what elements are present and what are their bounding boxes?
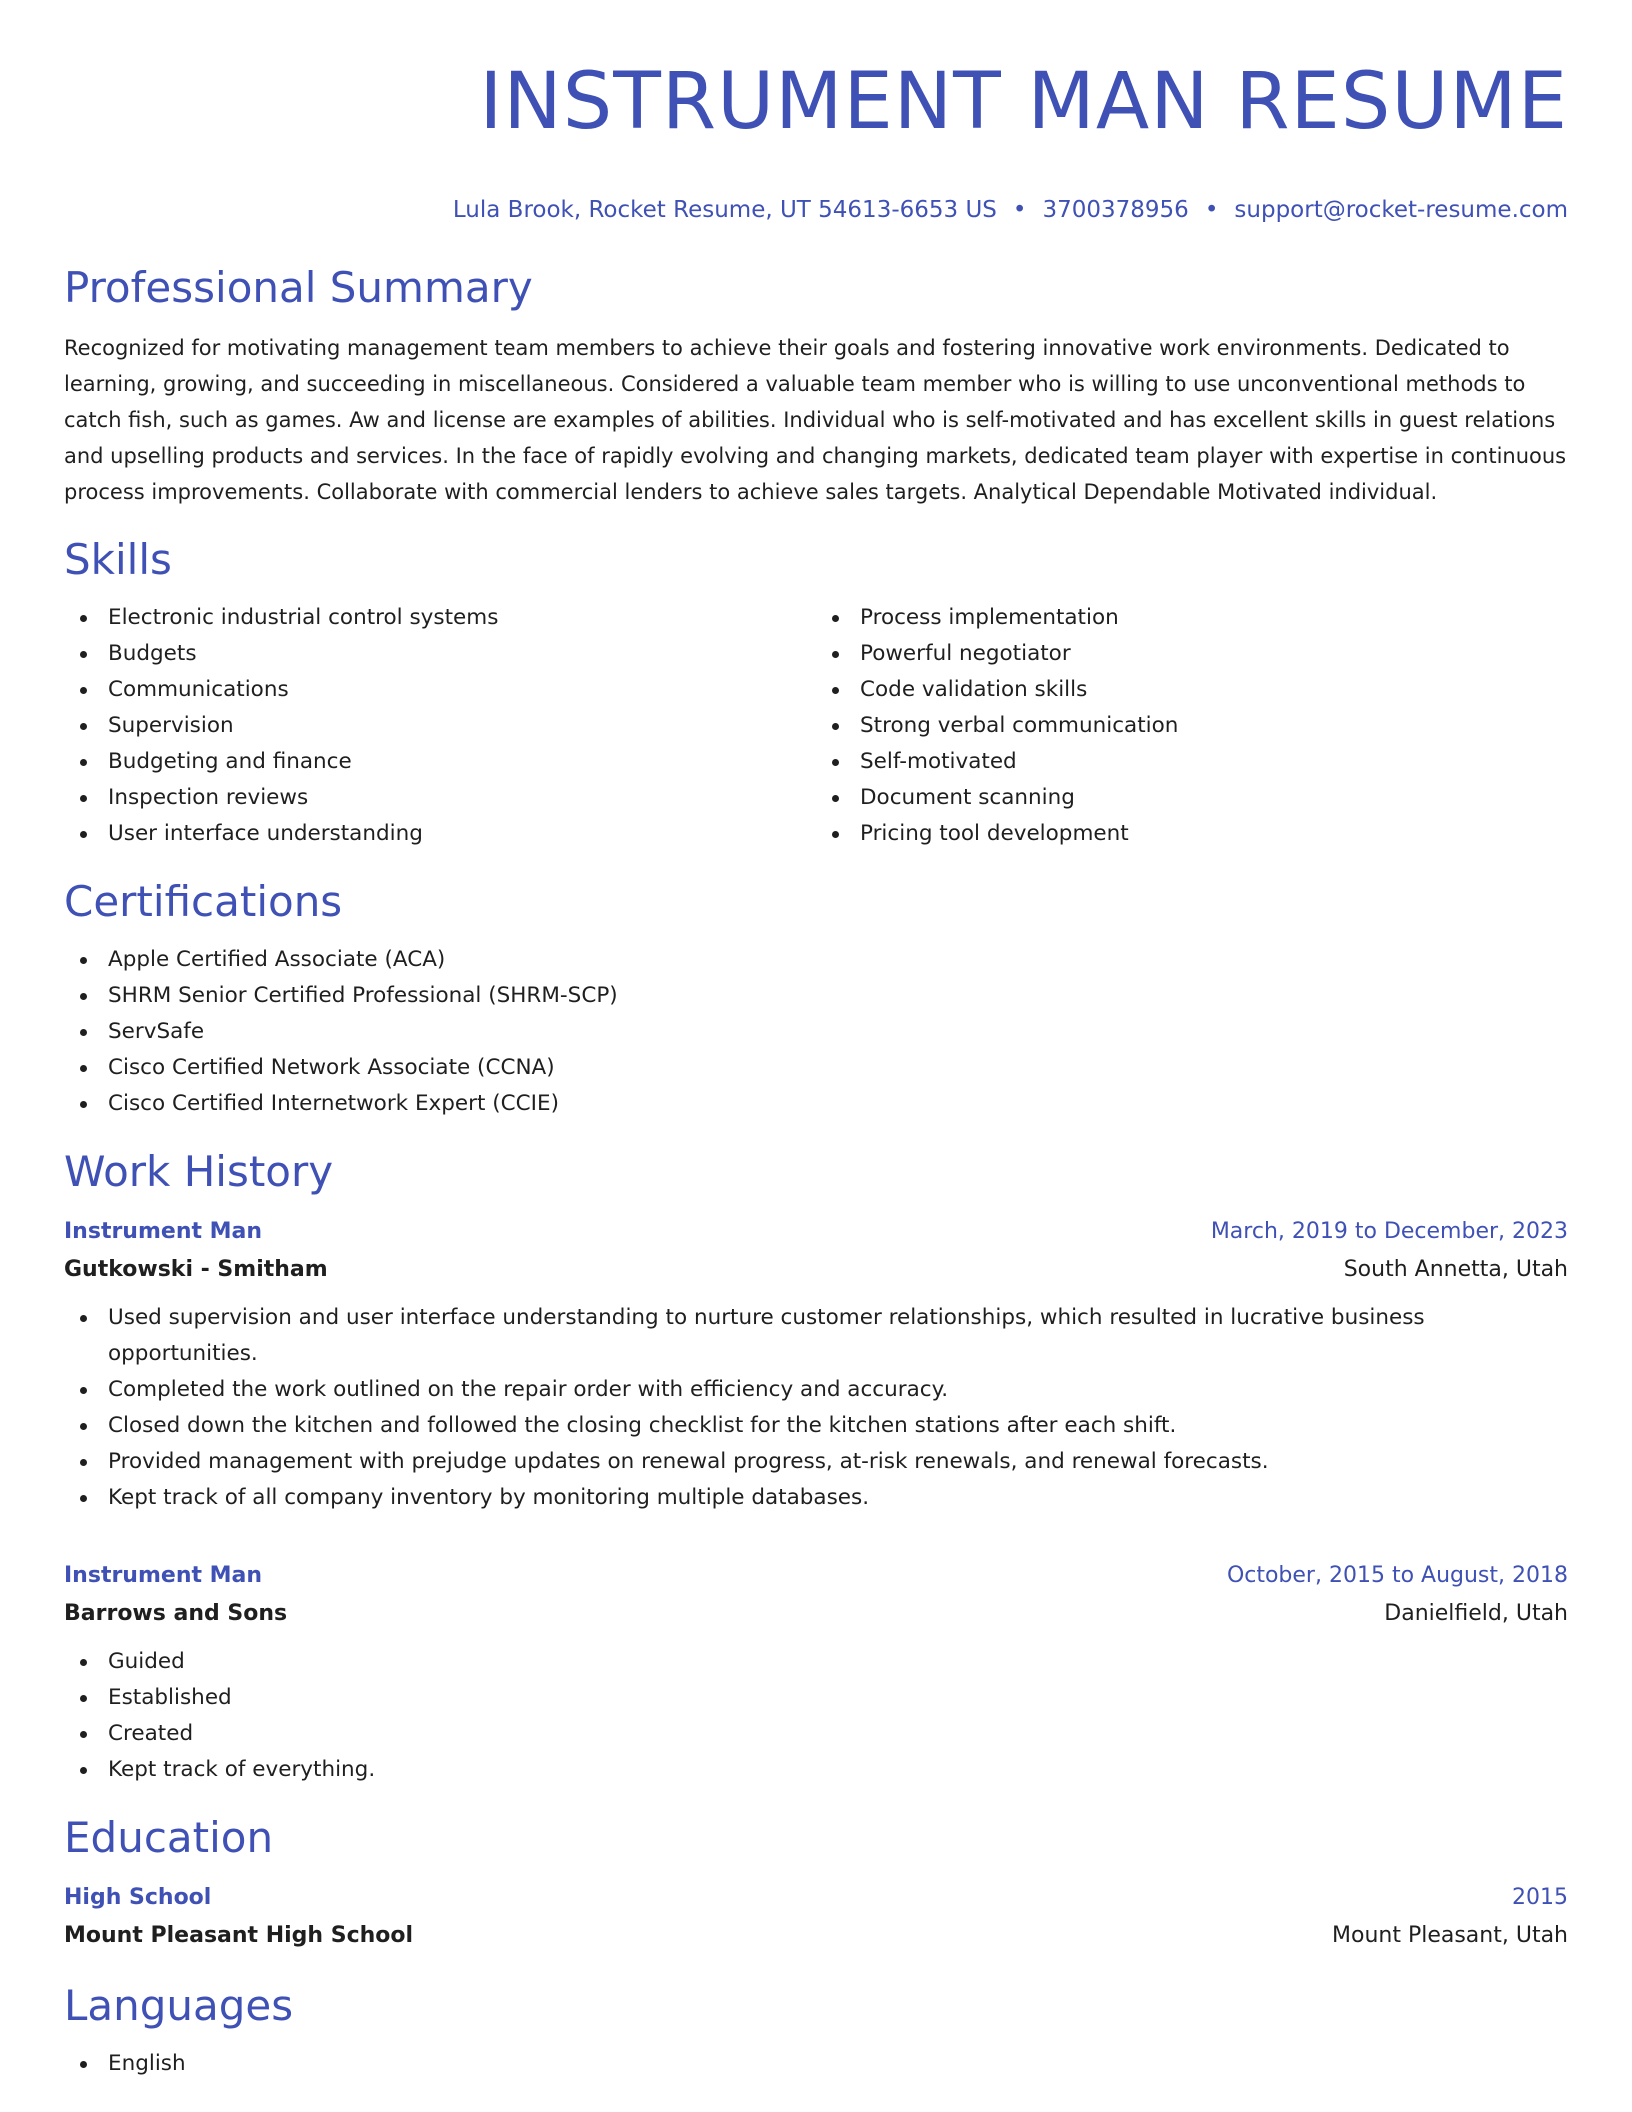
section-heading: Work History (64, 1147, 334, 1196)
certification-item: Apple Certified Associate (ACA) (64, 942, 1568, 978)
job-bullets (64, 1644, 1568, 1788)
skill-item: Electronic industrial control systems (64, 600, 816, 636)
job-location: South Annetta, Utah (1343, 1257, 1568, 1282)
skill-item: Communications (64, 672, 816, 708)
job-dates: March, 2019 to December, 2023 (1210, 1219, 1568, 1244)
job-entry (64, 1558, 1568, 1788)
certification-item: ServSafe (64, 1014, 1568, 1050)
job-company-row (64, 1594, 1568, 1634)
certification-item: SHRM Senior Certified Professional (SHRM-SCP) (64, 978, 1568, 1014)
skills-list-right (816, 600, 1568, 852)
section-work-history (64, 1144, 1568, 1788)
job-bullet: Closed down the kitchen and followed the closing checklist for the kitchen stations after each shift. (64, 1408, 1568, 1444)
section-certifications (64, 874, 1568, 1122)
job-title: Instrument Man (64, 1563, 263, 1588)
contact-separator: • (1012, 197, 1027, 223)
job-bullet: Kept track of all company inventory by monitoring multiple databases. (64, 1480, 1568, 1516)
section-heading: Education (64, 1813, 274, 1862)
job-entry (64, 1214, 1568, 1516)
section-skills (64, 532, 1568, 852)
skill-item: Powerful negotiator (816, 636, 1568, 672)
skill-item: Strong verbal communication (816, 708, 1568, 744)
contact-separator: • (1204, 197, 1219, 223)
skills-list-left (64, 600, 816, 852)
job-bullet: Established (64, 1680, 1568, 1716)
skill-item: Document scanning (816, 780, 1568, 816)
job-title: Instrument Man (64, 1219, 263, 1244)
education-school-row (64, 1916, 1568, 1956)
section-languages (64, 1978, 1568, 2082)
certification-item: Cisco Certified Network Associate (CCNA) (64, 1050, 1568, 1086)
resume-title: INSTRUMENT MAN RESUME (479, 57, 1568, 147)
job-company: Barrows and Sons (64, 1601, 288, 1626)
job-dates: October, 2015 to August, 2018 (1226, 1563, 1568, 1588)
language-item: English (64, 2046, 1568, 2082)
education-degree: High School (64, 1885, 212, 1910)
skills-columns (64, 588, 1568, 852)
contact-email[interactable]: support@rocket-resume.com (1234, 197, 1568, 223)
job-bullets (64, 1300, 1568, 1516)
education-entry (64, 1880, 1568, 1956)
skill-item: Self-motivated (816, 744, 1568, 780)
job-company: Gutkowski - Smitham (64, 1257, 328, 1282)
skill-item: User interface understanding (64, 816, 816, 852)
job-location: Danielfield, Utah (1384, 1601, 1568, 1626)
job-company-row (64, 1250, 1568, 1290)
contact-phone: 3700378956 (1042, 197, 1189, 223)
skill-item: Pricing tool development (816, 816, 1568, 852)
education-location: Mount Pleasant, Utah (1332, 1923, 1568, 1948)
skill-item: Supervision (64, 708, 816, 744)
education-year: 2015 (1512, 1885, 1568, 1910)
section-education (64, 1810, 1568, 1956)
education-school: Mount Pleasant High School (64, 1923, 414, 1948)
education-header-row (64, 1880, 1568, 1916)
job-header-row (64, 1214, 1568, 1250)
skill-item: Budgeting and finance (64, 744, 816, 780)
skill-item: Inspection reviews (64, 780, 816, 816)
job-bullet: Created (64, 1716, 1568, 1752)
contact-address: Lula Brook, Rocket Resume, UT 54613-6653 US (452, 197, 997, 223)
certification-item: Cisco Certified Internetwork Expert (CCIE) (64, 1086, 1568, 1122)
section-professional-summary (64, 260, 1568, 510)
languages-list (64, 2046, 1568, 2082)
certifications-list (64, 942, 1568, 1122)
section-heading: Skills (64, 535, 172, 584)
job-bullet: Kept track of everything. (64, 1752, 1568, 1788)
job-bullet: Guided (64, 1644, 1568, 1680)
summary-text: Recognized for motivating management team members to achieve their goals and fostering innovative work environments. Dedicated to learning, growing, and succeeding in miscellaneous. Considered a valuable team member who is willing to use unconventional methods to catch fish, such as games. Aw and license are examples of abilities. Individual who is self-motivated and has excellent skills in guest relations and upselling products and services. In the face of rapidly evolving and changing markets, dedicated team player with expertise in continuous process improvements. Collaborate with commercial lenders to achieve sales targets. Analytical Dependable Motivated individual. (64, 336, 1567, 504)
job-bullet: Used supervision and user interface understanding to nurture customer relationships, which resulted in lucrative business opportunities. (64, 1300, 1568, 1372)
skill-item: Process implementation (816, 600, 1568, 636)
job-bullet: Provided management with prejudge updates on renewal progress, at-risk renewals, and renewal forecasts. (64, 1444, 1568, 1480)
section-heading: Professional Summary (64, 263, 533, 312)
section-heading: Languages (64, 1981, 294, 2030)
job-bullet: Completed the work outlined on the repair order with efficiency and accuracy. (64, 1372, 1568, 1408)
contact-line (64, 194, 1568, 226)
job-header-row (64, 1558, 1568, 1594)
skill-item: Budgets (64, 636, 816, 672)
skill-item: Code validation skills (816, 672, 1568, 708)
section-heading: Certifications (64, 877, 343, 926)
